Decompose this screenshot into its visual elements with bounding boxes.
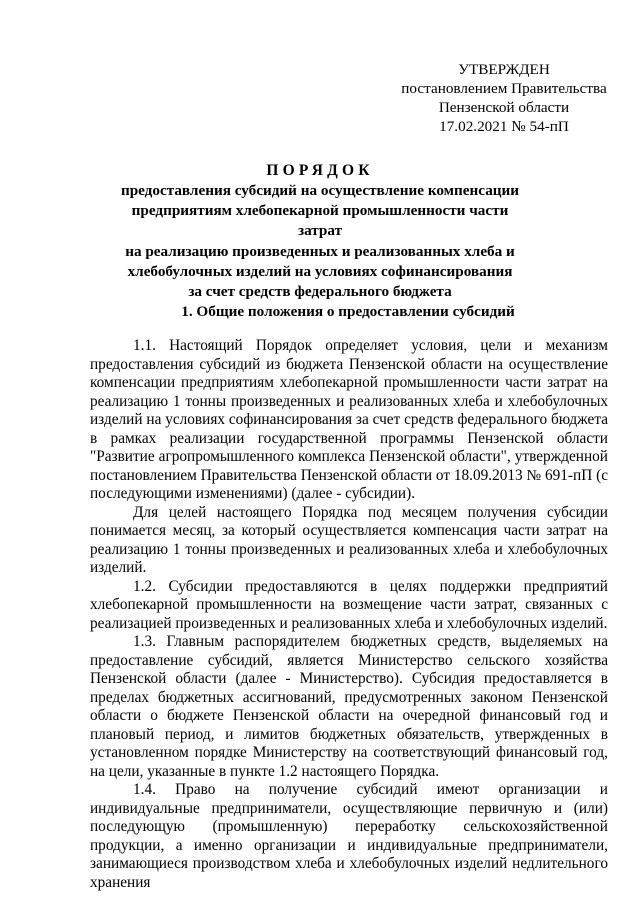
- subtitle-line: на реализацию произведенных и реализованных хлеба и: [125, 242, 515, 260]
- document-title: ПОРЯДОК: [266, 162, 374, 179]
- approval-block: [388, 60, 620, 136]
- paragraph-1-2: 1.2. Субсидии предоставляются в целях поддержки предприятий хлебопекарной промышленности на возмещение части затрат, связанных с реализацией произведенных и реализованных хлеба и хлебобулочных изделий.: [90, 577, 608, 632]
- document-subtitle: [110, 181, 530, 302]
- approval-status: УТВЕРЖДЕН: [458, 61, 550, 78]
- paragraph-month-definition: Для целей настоящего Порядка под месяцем получения субсидии понимается месяц, за который осуществляется компенсация части затрат на реализацию 1 тонны произведенных и реализованных хлеба и хлебобулочных изделий.: [90, 503, 608, 576]
- subtitle-line: хлебобулочных изделий на условиях софинансирования: [127, 262, 513, 280]
- subtitle-line: предоставления субсидий на осуществление компенсации: [120, 182, 520, 199]
- paragraph-1-3: 1.3. Главным распорядителем бюджетных средств, выделяемых на предоставление субсидий, является Министерство сельского хозяйства Пензенской области (далее - Министерство). Субсидия предоставляется в пределах бюджетных ассигнований, предусмотренных законом Пензенской области о бюджете Пензенской области на очередной финансовый год и плановый период, и лимитов бюджетных обязательств, утвержденных в установленном порядке Министерству на соответствующий финансовый год, на цели, указанные в пункте 1.2 настоящего Порядка.: [90, 633, 608, 780]
- subtitle-line: за счет средств федерального бюджета: [188, 283, 452, 301]
- approval-region: Пензенской области: [438, 99, 570, 116]
- document-heading: [110, 161, 530, 302]
- document-body: [90, 337, 608, 892]
- approval-date-number: 17.02.2021 № 54-пП: [439, 118, 569, 135]
- section-heading: 1. Общие положения о предоставлении субсидий: [181, 303, 515, 320]
- subtitle-line: предприятиям хлебопекарной промышленности части затрат: [131, 202, 509, 240]
- approval-by: постановлением Правительства: [401, 80, 607, 97]
- paragraph-1-1: 1.1. Настоящий Порядок определяет условия, цели и механизм предоставления субсидий из бюджета Пензенской области на осуществление компенсации предприятиям хлебопекарной промышленности части затрат на реализацию 1 тонны произведенных и реализованных хлеба и хлебобулочных изделий на условиях софинансирования за счет средств федерального бюджета в рамках реализации государственной программы Пензенской области "Развитие агропромышленного комплекса Пензенской области", утвержденной постановлением Правительства Пензенской области от 18.09.2013 № 691-пП (с последующими изменениями) (далее - субсидии).: [90, 337, 608, 502]
- paragraph-1-4: 1.4. Право на получение субсидий имеют организации и индивидуальные предприниматели, осуществляющие первичную и (или) последующую (промышленную) переработку сельскохозяйственной продукции, а именно организации и индивидуальные предприниматели, занимающиеся производством хлеба и хлебобулочных изделий недлительного хранения: [90, 781, 608, 891]
